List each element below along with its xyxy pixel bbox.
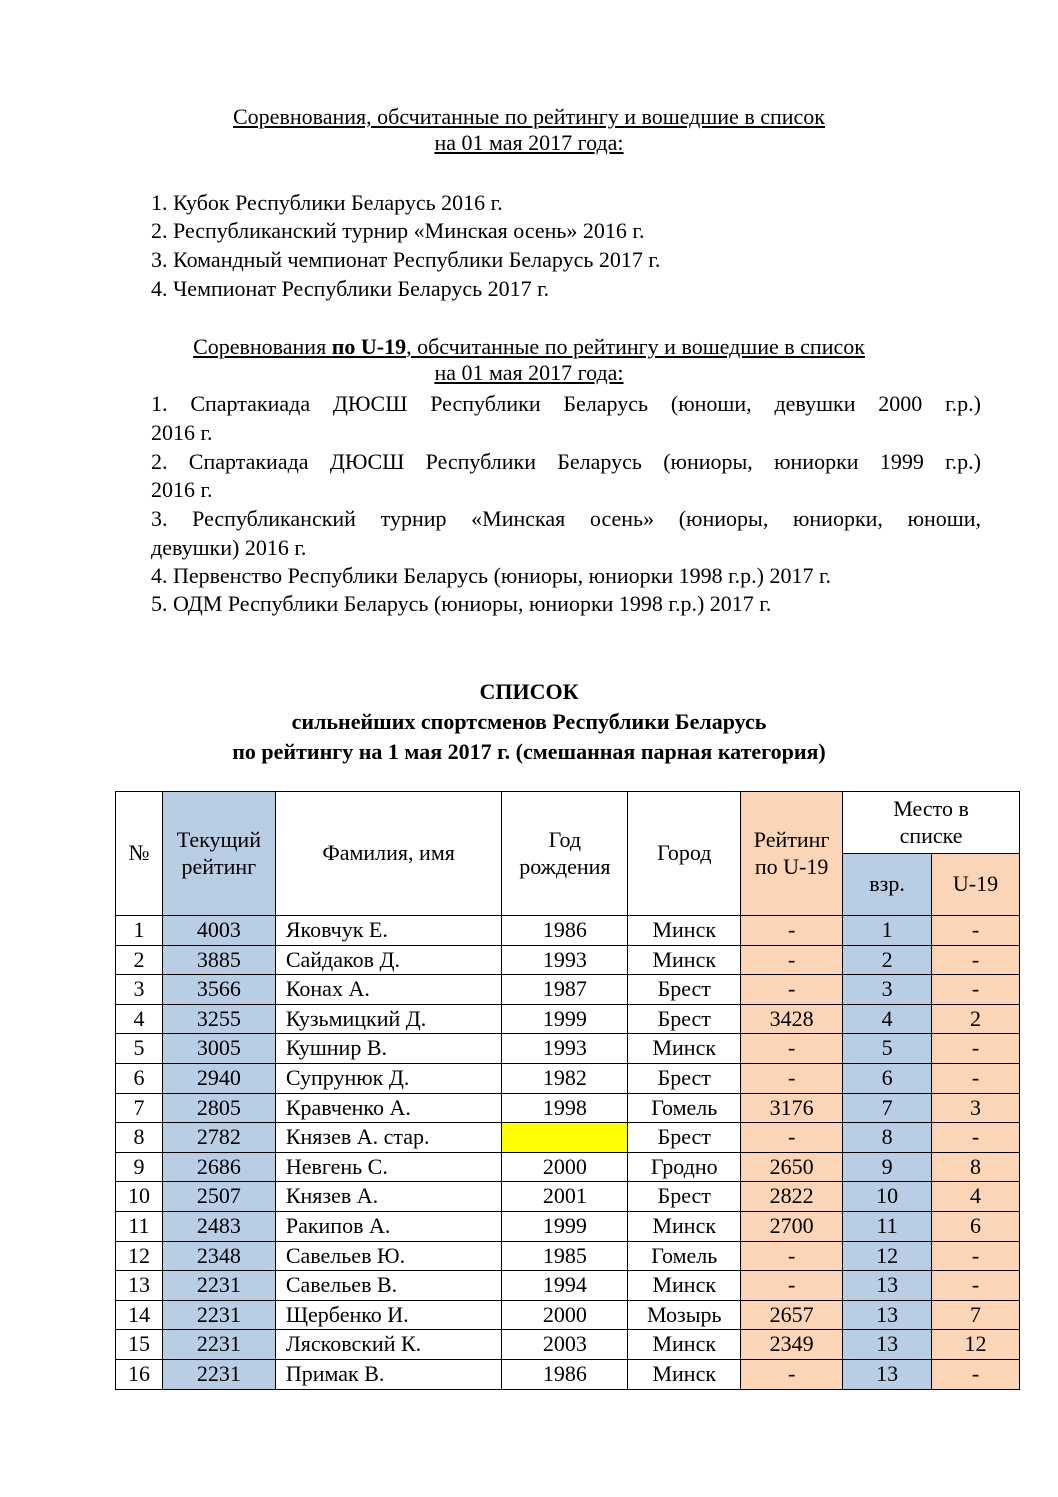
section2-item-line: 2. Спартакиада ДЮСШ Республики Беларусь (юниоры, юниорки 1999 г.р.) [151, 449, 981, 474]
header-birth-year: Год рождения [502, 792, 628, 916]
cell-place-u19: - [932, 1241, 1020, 1271]
cell-city: Брест [628, 1063, 741, 1093]
table-row [116, 1271, 1020, 1301]
header-current-rating: Текущий рейтинг [162, 792, 275, 916]
cell-place-adult: 13 [843, 1330, 932, 1360]
section1-item: 4. Чемпионат Республики Беларусь 2017 г. [151, 276, 550, 301]
cell-num: 4 [116, 1004, 163, 1034]
table-row [116, 1359, 1020, 1389]
cell-name: Савельев В. [275, 1271, 502, 1301]
table-row [116, 975, 1020, 1005]
list-title-line3: по рейтингу на 1 мая 2017 г. (смешанная парная категория) [232, 739, 826, 764]
cell-place-u19: 6 [932, 1211, 1020, 1241]
cell-place-u19: - [932, 1123, 1020, 1153]
cell-place-u19: - [932, 975, 1020, 1005]
section1-item: 1. Кубок Республики Беларусь 2016 г. [151, 190, 503, 215]
cell-place-u19: 12 [932, 1330, 1020, 1360]
table-row [116, 916, 1020, 946]
cell-rating-u19: 2349 [741, 1330, 843, 1360]
cell-name: Сайдаков Д. [275, 945, 502, 975]
list-title [0, 677, 1058, 767]
table-row [116, 1330, 1020, 1360]
cell-city: Минск [628, 1359, 741, 1389]
cell-birth-year: 2000 [502, 1300, 628, 1330]
cell-place-u19: 3 [932, 1093, 1020, 1123]
list-title-line2: сильнейших спортсменов Республики Беларусь [291, 709, 767, 734]
cell-rating-u19: 2650 [741, 1152, 843, 1182]
cell-num: 11 [116, 1211, 163, 1241]
cell-name: Кушнир В. [275, 1034, 502, 1064]
cell-num: 10 [116, 1182, 163, 1212]
cell-num: 6 [116, 1063, 163, 1093]
cell-city: Гомель [628, 1241, 741, 1271]
section2-item-line: 5. ОДМ Республики Беларусь (юниоры, юниорки 1998 г.р.) 2017 г. [151, 591, 772, 616]
cell-place-u19: 7 [932, 1300, 1020, 1330]
cell-place-adult: 13 [843, 1359, 932, 1389]
cell-rating-u19: - [741, 975, 843, 1005]
cell-current-rating: 2507 [162, 1182, 275, 1212]
cell-city: Минск [628, 1034, 741, 1064]
table-row [116, 1123, 1020, 1153]
cell-place-adult: 4 [843, 1004, 932, 1034]
cell-place-adult: 11 [843, 1211, 932, 1241]
section1-heading [0, 104, 1058, 156]
cell-place-adult: 6 [843, 1063, 932, 1093]
cell-name: Супрунюк Д. [275, 1063, 502, 1093]
cell-place-u19: - [932, 945, 1020, 975]
cell-place-u19: - [932, 916, 1020, 946]
cell-city: Брест [628, 975, 741, 1005]
cell-place-u19: 2 [932, 1004, 1020, 1034]
section1-heading-line1: Соревнования, обсчитанные по рейтингу и вошедшие в список [233, 104, 825, 129]
cell-rating-u19: 2822 [741, 1182, 843, 1212]
cell-current-rating: 3885 [162, 945, 275, 975]
table-row [116, 1211, 1020, 1241]
cell-city: Минск [628, 916, 741, 946]
cell-rating-u19: - [741, 916, 843, 946]
cell-current-rating: 3255 [162, 1004, 275, 1034]
cell-num: 12 [116, 1241, 163, 1271]
cell-birth-year: 1994 [502, 1271, 628, 1301]
section2-heading [0, 334, 1058, 386]
table-row [116, 1034, 1020, 1064]
cell-city: Гродно [628, 1152, 741, 1182]
cell-birth-year: 2001 [502, 1182, 628, 1212]
cell-place-u19: - [932, 1034, 1020, 1064]
section2-heading-line2: на 01 мая 2017 года: [434, 360, 624, 385]
cell-birth-year: 1986 [502, 1359, 628, 1389]
cell-place-adult: 5 [843, 1034, 932, 1064]
header-place-adult: взр. [843, 854, 932, 916]
section1-heading-line2: на 01 мая 2017 года: [434, 130, 624, 155]
cell-place-adult: 9 [843, 1152, 932, 1182]
cell-current-rating: 2483 [162, 1211, 275, 1241]
cell-city: Минск [628, 1211, 741, 1241]
cell-city: Минск [628, 1330, 741, 1360]
cell-birth-year: 1985 [502, 1241, 628, 1271]
cell-place-adult: 2 [843, 945, 932, 975]
cell-place-adult: 8 [843, 1123, 932, 1153]
cell-num: 9 [116, 1152, 163, 1182]
cell-birth-year [502, 1123, 628, 1153]
cell-place-adult: 12 [843, 1241, 932, 1271]
ranking-table [115, 791, 1020, 1390]
cell-current-rating: 3005 [162, 1034, 275, 1064]
cell-rating-u19: 3176 [741, 1093, 843, 1123]
table-row [116, 1241, 1020, 1271]
cell-place-adult: 10 [843, 1182, 932, 1212]
cell-rating-u19: - [741, 1271, 843, 1301]
cell-num: 8 [116, 1123, 163, 1153]
cell-birth-year: 1993 [502, 1034, 628, 1064]
cell-name: Яковчук Е. [275, 916, 502, 946]
cell-num: 7 [116, 1093, 163, 1123]
cell-current-rating: 4003 [162, 916, 275, 946]
cell-name: Кузьмицкий Д. [275, 1004, 502, 1034]
cell-place-u19: - [932, 1359, 1020, 1389]
cell-current-rating: 2782 [162, 1123, 275, 1153]
cell-city: Брест [628, 1123, 741, 1153]
cell-current-rating: 2231 [162, 1300, 275, 1330]
cell-city: Брест [628, 1182, 741, 1212]
cell-city: Минск [628, 1271, 741, 1301]
cell-rating-u19: 2657 [741, 1300, 843, 1330]
cell-num: 5 [116, 1034, 163, 1064]
cell-city: Брест [628, 1004, 741, 1034]
cell-num: 15 [116, 1330, 163, 1360]
cell-name: Примак В. [275, 1359, 502, 1389]
section1-item: 3. Командный чемпионат Республики Беларусь 2017 г. [151, 247, 661, 272]
section2-item-line: девушки) 2016 г. [151, 535, 307, 560]
cell-name: Конах А. [275, 975, 502, 1005]
cell-current-rating: 3566 [162, 975, 275, 1005]
section2-item-line: 1. Спартакиада ДЮСШ Республики Беларусь (юноши, девушки 2000 г.р.) [151, 391, 981, 416]
cell-place-adult: 13 [843, 1300, 932, 1330]
cell-place-adult: 7 [843, 1093, 932, 1123]
cell-num: 16 [116, 1359, 163, 1389]
cell-birth-year: 1987 [502, 975, 628, 1005]
cell-name: Невгень С. [275, 1152, 502, 1182]
cell-rating-u19: - [741, 1123, 843, 1153]
cell-name: Щербенко И. [275, 1300, 502, 1330]
cell-num: 1 [116, 916, 163, 946]
table-row [116, 1004, 1020, 1034]
cell-current-rating: 2940 [162, 1063, 275, 1093]
table-row [116, 1093, 1020, 1123]
cell-rating-u19: - [741, 945, 843, 975]
section2-item-line: 3. Республиканский турнир «Минская осень» (юниоры, юниорки, юноши, [151, 506, 981, 531]
cell-current-rating: 2231 [162, 1359, 275, 1389]
section2-item-line: 2016 г. [151, 420, 213, 445]
cell-place-adult: 13 [843, 1271, 932, 1301]
cell-rating-u19: 3428 [741, 1004, 843, 1034]
header-name: Фамилия, имя [275, 792, 502, 916]
section2-heading-pre: Соревнования [193, 334, 332, 359]
cell-place-u19: - [932, 1063, 1020, 1093]
cell-num: 14 [116, 1300, 163, 1330]
cell-city: Мозырь [628, 1300, 741, 1330]
cell-current-rating: 2231 [162, 1330, 275, 1360]
header-num: № [116, 792, 163, 916]
cell-birth-year: 1993 [502, 945, 628, 975]
section2-heading-post: , обсчитанные по рейтингу и вошедшие в список [406, 334, 865, 359]
cell-num: 2 [116, 945, 163, 975]
cell-name: Князев А. [275, 1182, 502, 1212]
cell-place-adult: 1 [843, 916, 932, 946]
cell-birth-year: 2003 [502, 1330, 628, 1360]
table-row [116, 1063, 1020, 1093]
cell-place-adult: 3 [843, 975, 932, 1005]
cell-rating-u19: - [741, 1359, 843, 1389]
table-row [116, 1300, 1020, 1330]
cell-rating-u19: 2700 [741, 1211, 843, 1241]
cell-birth-year: 1999 [502, 1211, 628, 1241]
cell-place-u19: 8 [932, 1152, 1020, 1182]
cell-place-u19: - [932, 1271, 1020, 1301]
section1-item: 2. Республиканский турнир «Минская осень» 2016 г. [151, 218, 645, 243]
cell-num: 13 [116, 1271, 163, 1301]
cell-birth-year: 1999 [502, 1004, 628, 1034]
cell-rating-u19: - [741, 1063, 843, 1093]
table-row [116, 1182, 1020, 1212]
cell-birth-year: 1986 [502, 916, 628, 946]
table-row [116, 1152, 1020, 1182]
header-place: Место в списке [843, 792, 1020, 854]
cell-place-u19: 4 [932, 1182, 1020, 1212]
header-city: Город [628, 792, 741, 916]
cell-current-rating: 2231 [162, 1271, 275, 1301]
list-title-line1: СПИСОК [479, 679, 579, 704]
cell-name: Савельев Ю. [275, 1241, 502, 1271]
cell-current-rating: 2805 [162, 1093, 275, 1123]
cell-rating-u19: - [741, 1034, 843, 1064]
cell-num: 3 [116, 975, 163, 1005]
cell-name: Ракипов А. [275, 1211, 502, 1241]
cell-birth-year: 2000 [502, 1152, 628, 1182]
section2-heading-bold: по U-19 [331, 334, 407, 359]
cell-birth-year: 1982 [502, 1063, 628, 1093]
cell-name: Князев А. стар. [275, 1123, 502, 1153]
table-row [116, 945, 1020, 975]
cell-current-rating: 2686 [162, 1152, 275, 1182]
cell-current-rating: 2348 [162, 1241, 275, 1271]
cell-city: Гомель [628, 1093, 741, 1123]
header-rating-u19: Рейтинг по U-19 [741, 792, 843, 916]
cell-rating-u19: - [741, 1241, 843, 1271]
section2-heading-line1 [0, 334, 1058, 360]
cell-name: Лясковский К. [275, 1330, 502, 1360]
cell-birth-year: 1998 [502, 1093, 628, 1123]
header-place-u19: U-19 [932, 854, 1020, 916]
section2-item-line: 4. Первенство Республики Беларусь (юниоры, юниорки 1998 г.р.) 2017 г. [151, 563, 832, 588]
cell-name: Кравченко А. [275, 1093, 502, 1123]
cell-city: Минск [628, 945, 741, 975]
section2-item-line: 2016 г. [151, 477, 213, 502]
